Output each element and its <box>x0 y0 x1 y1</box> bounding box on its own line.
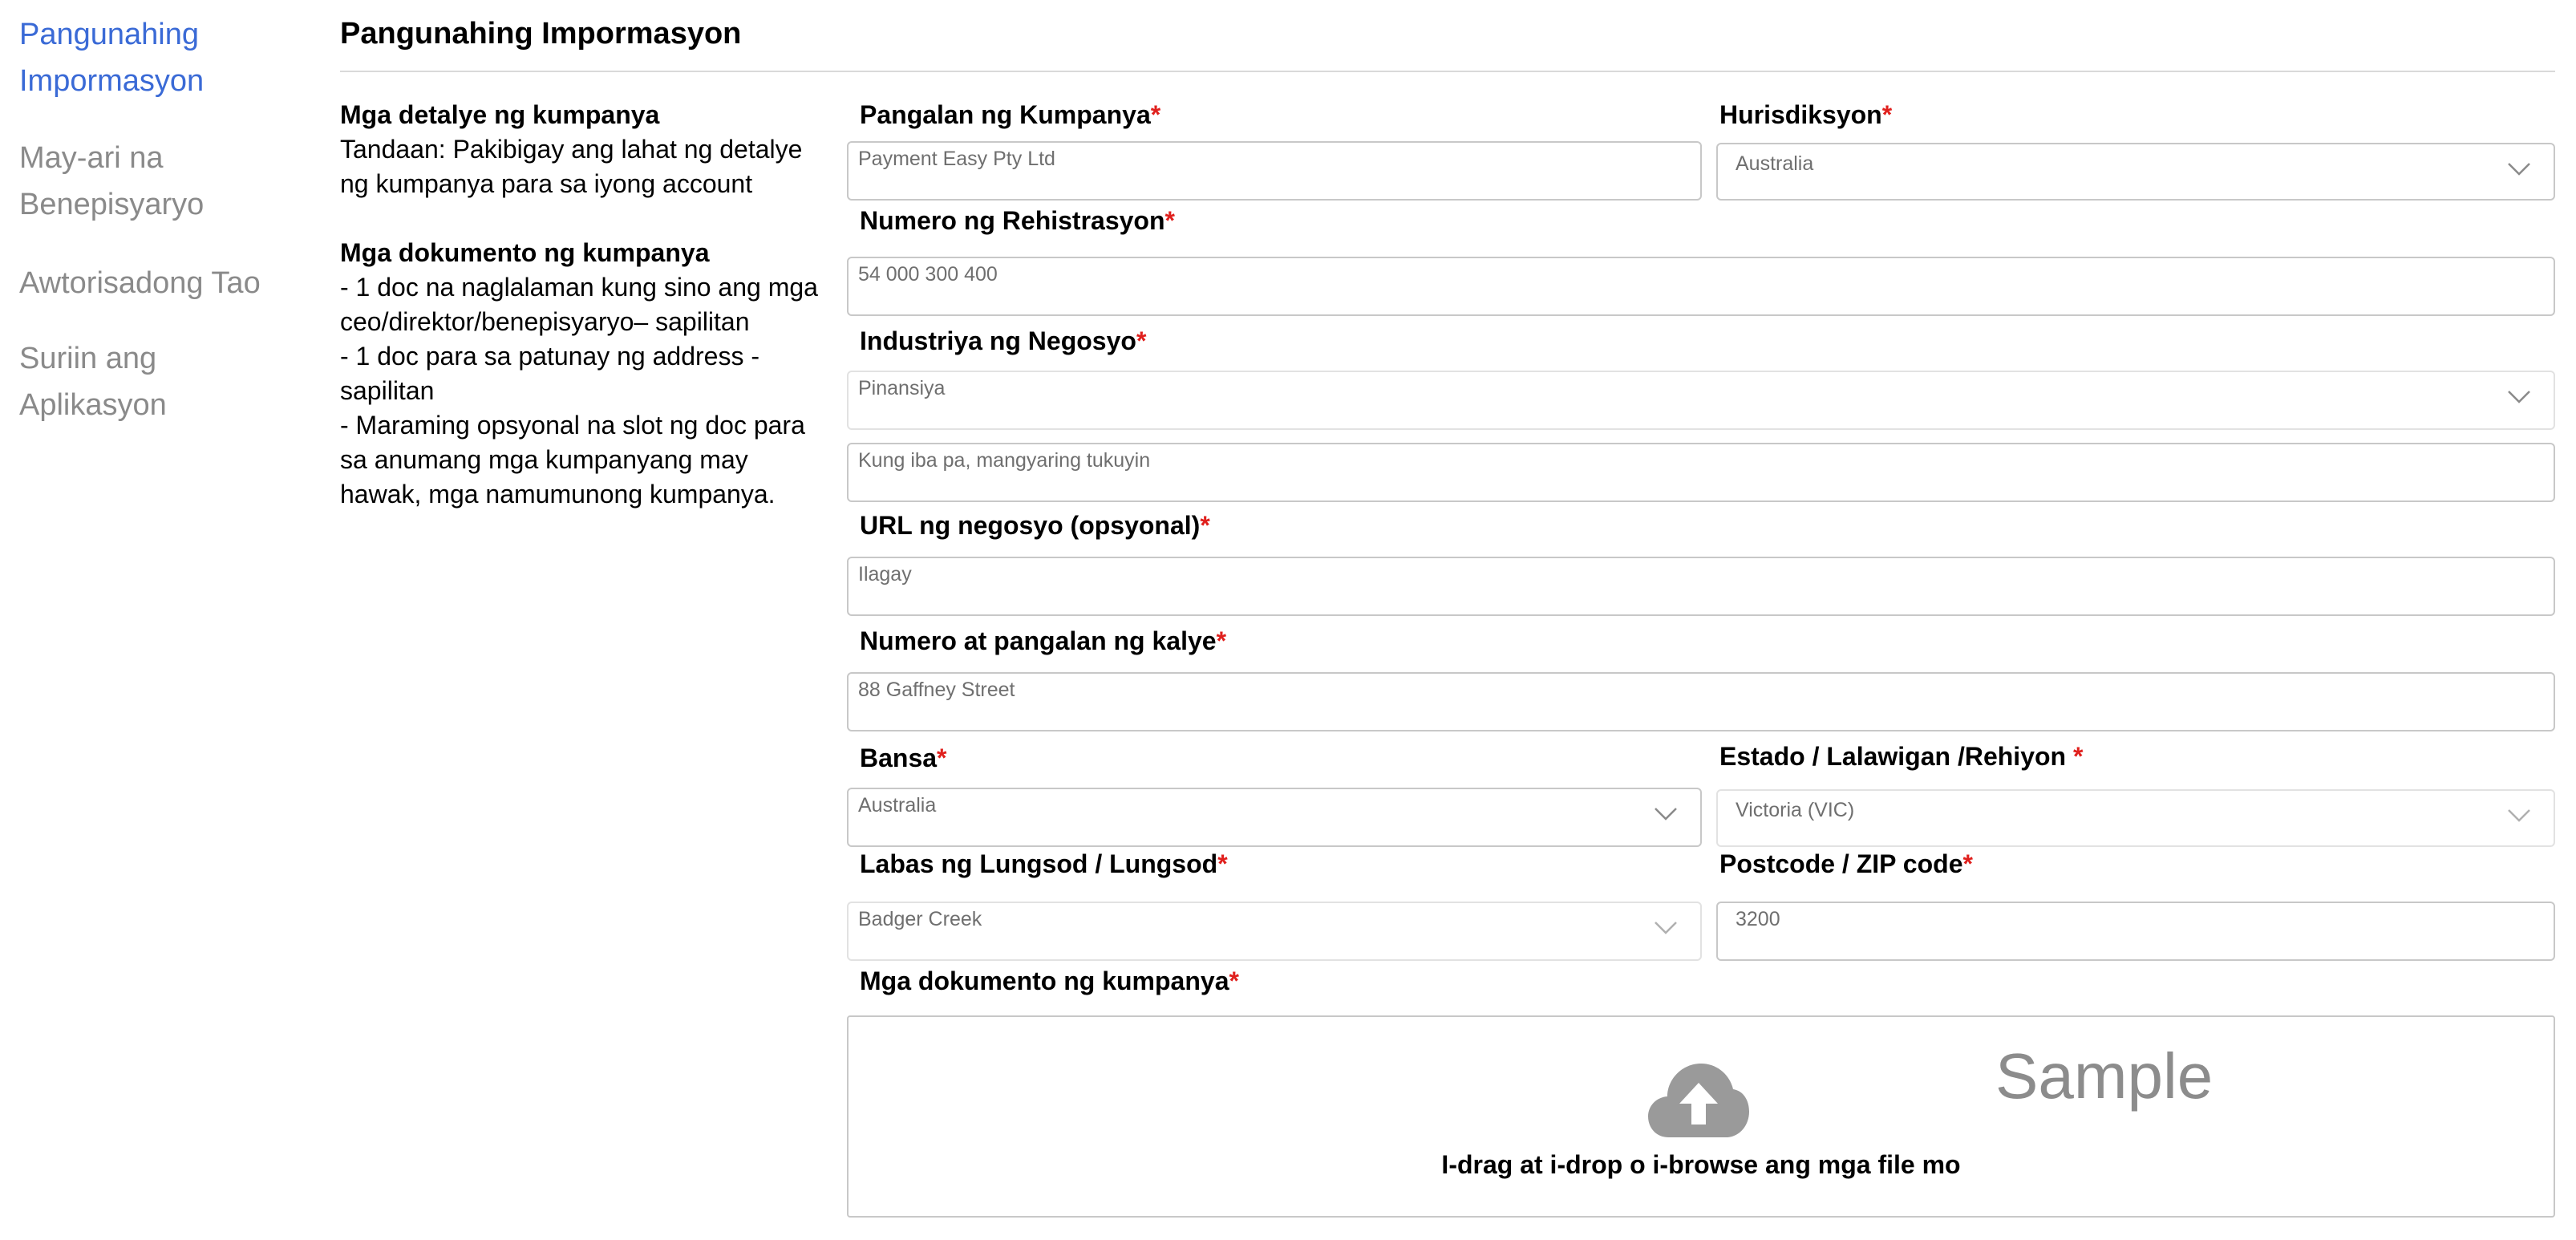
registration-label: Numero ng Rehistrasyon* <box>860 206 1175 235</box>
country-value: Australia <box>858 794 937 817</box>
details-heading: Mga detalye ng kumpanya <box>340 100 660 129</box>
suburb-select[interactable] <box>847 902 1702 961</box>
industry-other-placeholder: Kung iba pa, mangyaring tukuyin <box>858 449 1151 472</box>
docs-heading: Mga dokumento ng kumpanya <box>340 238 710 267</box>
street-label: Numero at pangalan ng kalye* <box>860 626 1227 655</box>
company-name-value: Payment Easy Pty Ltd <box>858 148 1055 170</box>
jurisdiction-label: Hurisdiksyon* <box>1719 100 1893 129</box>
required-mark: * <box>1150 100 1161 129</box>
industry-select[interactable] <box>847 371 2555 430</box>
chevron-down-icon <box>1654 921 1678 935</box>
industry-label: Industriya ng Negosyo* <box>860 326 1147 355</box>
jurisdiction-value: Australia <box>1736 152 1814 175</box>
suburb-label: Labas ng Lungsod / Lungsod* <box>860 849 1228 878</box>
chevron-down-icon <box>1654 807 1678 821</box>
country-select[interactable] <box>847 788 1702 847</box>
file-dropzone[interactable] <box>847 1015 2555 1218</box>
sidebar-item-may-ari[interactable]: May-ari na Benepisyaryo <box>19 141 205 221</box>
dropzone-text: I-drag at i-drop o i-browse ang mga file mo <box>1441 1150 1961 1179</box>
industry-value: Pinansiya <box>858 377 946 399</box>
chevron-down-icon <box>2507 390 2531 404</box>
street-value: 88 Gaffney Street <box>858 679 1015 701</box>
documents-label: Mga dokumento ng kumpanya* <box>860 966 1239 995</box>
sidebar-item-awtorisadong-tao[interactable]: Awtorisadong Tao <box>19 266 261 300</box>
company-name-field[interactable] <box>847 141 1702 201</box>
header-divider <box>340 71 2555 72</box>
chevron-down-icon <box>2507 808 2531 823</box>
details-note: Tandaan: Pakibigay ang lahat ng detalye ng kumpanya para sa iyong account <box>340 135 803 198</box>
country-label: Bansa* <box>860 744 947 772</box>
chevron-down-icon <box>2507 162 2531 176</box>
street-field[interactable] <box>847 672 2555 731</box>
url-field[interactable] <box>847 557 2555 616</box>
docs-line: - Maraming opsyonal na slot ng doc para sa anumang mga kumpanyang may hawak, mga namumunong kumpanya. <box>340 411 805 509</box>
jurisdiction-select[interactable] <box>1716 143 2555 201</box>
sample-watermark: Sample <box>1995 1040 2213 1112</box>
state-value: Victoria (VIC) <box>1736 799 1855 821</box>
sidebar-item-pangunahing-impormasyon[interactable]: Pangunahing Impormasyon <box>19 18 205 98</box>
url-placeholder: Ilagay <box>858 563 912 586</box>
url-label: URL ng negosyo (opsyonal)* <box>860 511 1210 540</box>
suburb-value: Badger Creek <box>858 908 982 930</box>
sidebar-nav <box>19 11 292 460</box>
state-select[interactable] <box>1716 789 2555 847</box>
company-name-label: Pangalan ng Kumpanya* <box>860 100 1161 129</box>
sidebar-item-suriin[interactable]: Suriin ang Aplikasyon <box>19 342 167 422</box>
registration-value: 54 000 300 400 <box>858 263 998 286</box>
cloud-upload-icon <box>1646 1059 1751 1141</box>
info-panel <box>340 98 821 512</box>
required-mark: * <box>1881 100 1893 129</box>
docs-line: - 1 doc para sa patunay ng address - sapilitan <box>340 342 759 405</box>
registration-field[interactable] <box>847 257 2555 316</box>
industry-other-field[interactable] <box>847 443 2555 502</box>
postcode-field[interactable] <box>1716 902 2555 961</box>
docs-line: - 1 doc na naglalaman kung sino ang mga ceo/direktor/benepisyaryo– sapilitan <box>340 273 818 336</box>
page-title: Pangunahing Impormasyon <box>340 17 742 51</box>
postcode-label: Postcode / ZIP code* <box>1719 849 1973 878</box>
postcode-value: 3200 <box>1736 908 1780 930</box>
state-label: Estado / Lalawigan /Rehiyon * <box>1719 742 2084 771</box>
